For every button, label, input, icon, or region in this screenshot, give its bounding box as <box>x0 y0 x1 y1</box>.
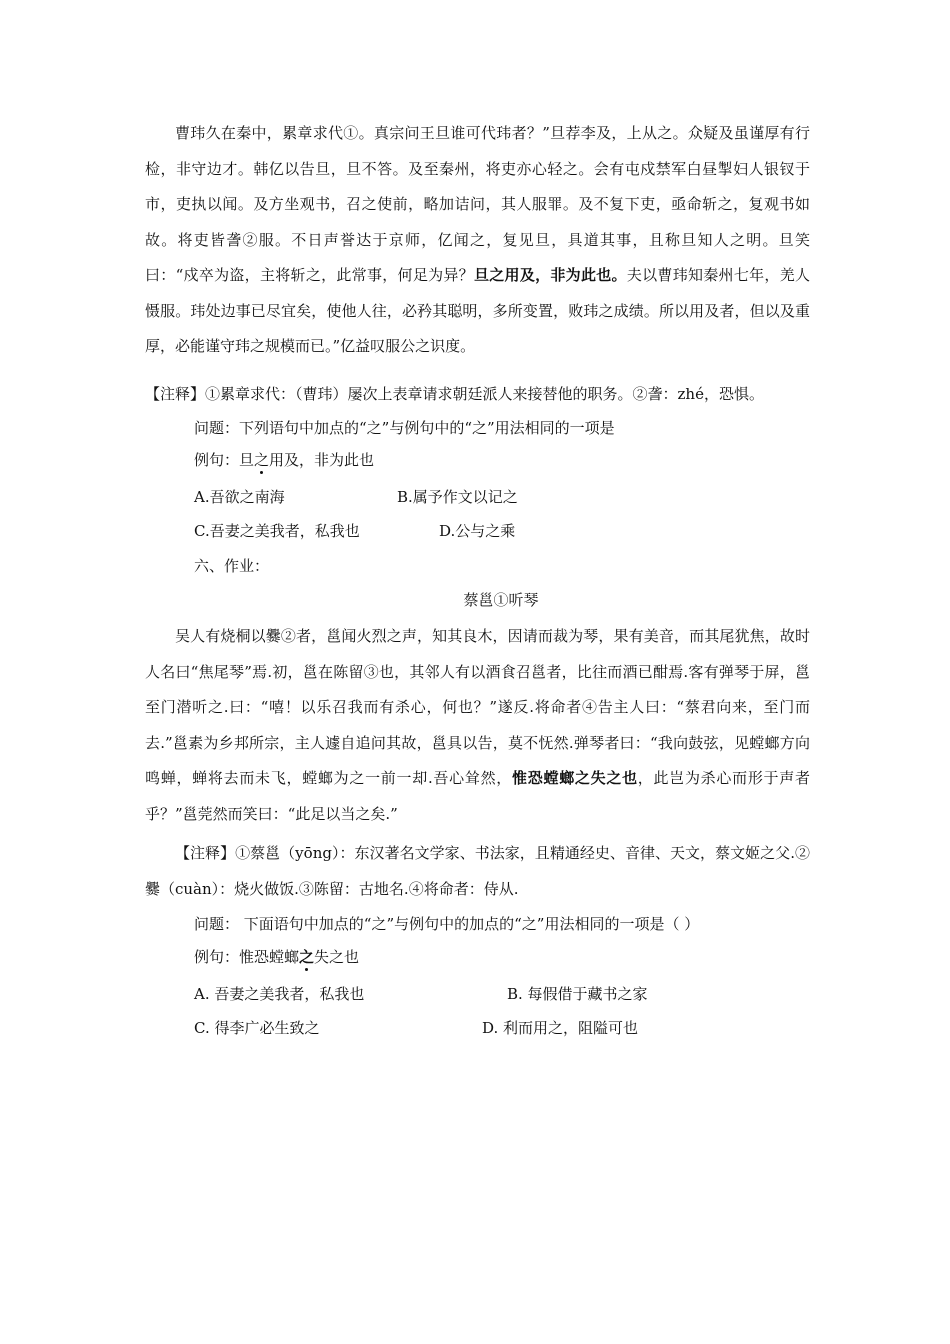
passage2-bold-sentence: 惟恐螳螂之失之也 <box>512 769 638 787</box>
passage1-option-b: B.属予作文以记之 <box>397 488 518 506</box>
example-prefix: 例句：旦 <box>194 451 255 469</box>
passage1-paragraph <box>145 116 810 365</box>
passage2-note: 【注释】①蔡邕（yōng）：东汉著名文学家、书法家，且精通经史、音律、天文，蔡文姬之父.②爨（cuàn）：烧火做饭.③陈留：古地名.④将命者：侍从. <box>145 844 810 898</box>
passage1-question: 问题：下列语句中加点的“之”与例句中的“之”用法相同的一项是 <box>194 419 615 437</box>
passage2-text-b: ，此岂为杀心而形于声者乎？”邕莞然而笑曰：“此足以当之矣.” <box>145 769 810 823</box>
homework-label: 六、作业： <box>194 557 270 575</box>
passage1-text-a: 曹玮久在秦中，累章求代①。真宗问王旦谁可代玮者？”旦荐李及，上从之。众疑及虽谨厚有行检，非守边才。韩亿以告旦，旦不答。及至秦州，将吏亦心轻之。会有屯戍禁军白昼掣妇人银钗于市，吏执以闻。及方坐观书，召之使前，略加诘问，其人服罪。及不复下吏，亟命斩之，复观书如故。将吏皆詟②服。不日声誉达于京师，亿闻之，复见旦，具道其事，且称旦知人之明。旦笑曰：“戍卒为盗，主将斩之，此常事，何足为异？ <box>145 124 810 284</box>
example-suffix: 失之也 <box>314 948 360 966</box>
passage2-option-c: C. 得李广必生致之 <box>194 1019 320 1037</box>
passage2-title: 蔡邕①听琴 <box>463 591 539 609</box>
passage1-note: 【注释】①累章求代：（曹玮）屡次上表章请求朝廷派人来接替他的职务。②詟：zhé，恐惧。 <box>145 385 764 403</box>
passage1-option-c: C.吾妻之美我者，私我也 <box>194 522 360 540</box>
passage2-option-a: A. 吾妻之美我者，私我也 <box>194 985 365 1003</box>
example-prefix: 例句：惟恐螳螂 <box>194 948 300 966</box>
passage2-paragraph <box>145 619 810 832</box>
example-suffix: 用及，非为此也 <box>269 451 375 469</box>
dotted-character: 之 <box>254 451 270 469</box>
passage2-text-a: 吴人有烧桐以爨②者，邕闻火烈之声，知其良木，因请而裁为琴，果有美音，而其尾犹焦，故时人名曰“焦尾琴”焉.初，邕在陈留③也，其邻人有以酒食召邕者，比往而酒已酣焉.客有弹琴于屏，邕至门潜听之.曰：“嘻！以乐召我而有杀心，何也？”遂反.将命者④告主人曰：“蔡君向来，至门而去.”邕素为乡邦所宗，主人遽自追问其故，邕具以告，莫不怃然.弹琴者曰：“我向鼓弦，见螳螂方向鸣蝉，蝉将去而未飞，螳螂为之一前一却.吾心耸然， <box>145 627 810 787</box>
passage1-option-d: D.公与之乘 <box>439 522 516 540</box>
passage2-example <box>194 947 359 967</box>
passage1-bold-sentence: 旦之用及，非为此也。 <box>473 266 627 284</box>
passage1-text-b: 夫以曹玮知秦州七年，羌人慑服。玮处边事已尽宜矣，使他人往，必矜其聪明，多所变置，败玮之成绩。所以用及者，但以及重厚，必能谨守玮之规模而已。”亿益叹服公之识度。 <box>145 266 810 355</box>
passage2-option-d: D. 利而用之，阻隘可也 <box>482 1019 639 1037</box>
dotted-character: 之 <box>299 948 315 966</box>
passage2-question: 问题： 下面语句中加点的“之”与例句中的加点的“之”用法相同的一项是（ ） <box>194 915 700 933</box>
passage1-option-a: A.吾欲之南海 <box>194 488 285 506</box>
passage2-option-b: B. 每假借于藏书之家 <box>507 985 648 1003</box>
passage1-example <box>194 450 374 470</box>
